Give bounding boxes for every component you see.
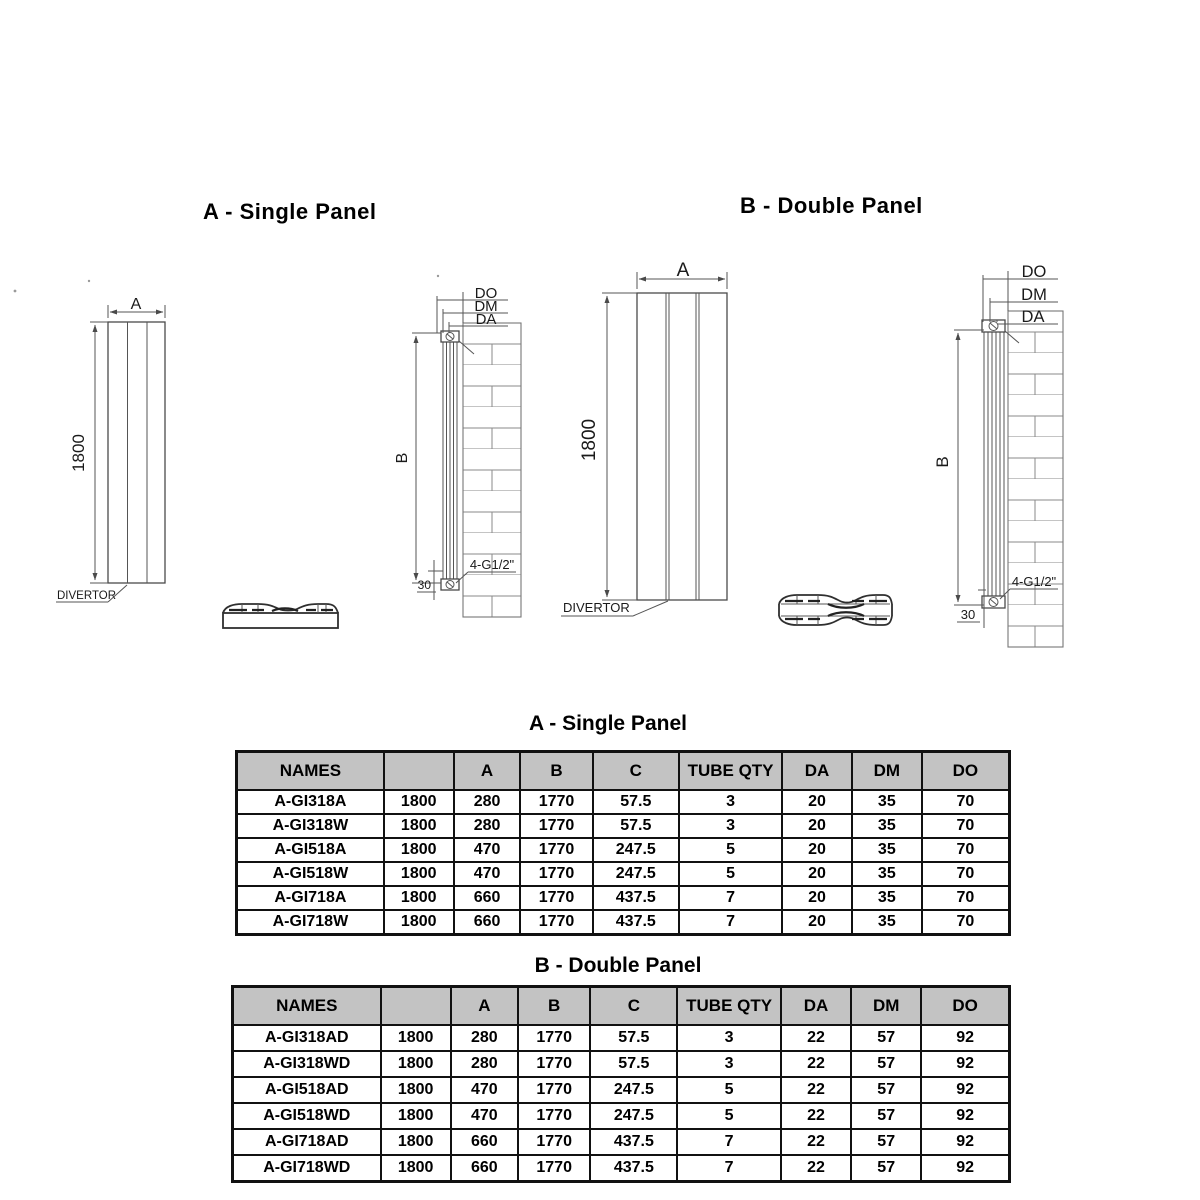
- spec-cell: 57.5: [590, 1025, 677, 1051]
- spec-cell: 1770: [520, 910, 592, 935]
- single-panel-spec-table: [235, 750, 1011, 936]
- spec-cell: 57: [851, 1051, 921, 1077]
- spec-cell: 3: [677, 1051, 781, 1077]
- spec-cell: 57.5: [593, 814, 679, 838]
- spec-cell: 5: [679, 862, 782, 886]
- spec-cell: 35: [852, 790, 922, 814]
- spec-row: [233, 1025, 1010, 1051]
- spec-cell: 437.5: [593, 886, 679, 910]
- spec-cell: 92: [921, 1155, 1009, 1182]
- column-header: C: [593, 752, 679, 791]
- spec-cell: 1800: [384, 838, 454, 862]
- spec-cell: 5: [677, 1103, 781, 1129]
- double-panel-front-view: [561, 260, 727, 616]
- spec-cell: 20: [782, 886, 852, 910]
- spec-cell: A-GI518A: [237, 838, 384, 862]
- spec-cell: 280: [451, 1025, 518, 1051]
- spec-cell: 1770: [520, 814, 592, 838]
- double-panel-cross-section: [779, 595, 892, 625]
- spec-cell: A-GI518AD: [233, 1077, 381, 1103]
- column-header: DO: [921, 987, 1009, 1026]
- column-header: B: [518, 987, 590, 1026]
- spec-cell: 1800: [381, 1155, 451, 1182]
- spec-cell: 660: [454, 910, 521, 935]
- double-side-dm-label: DM: [1021, 286, 1047, 304]
- spec-cell: A-GI718A: [237, 886, 384, 910]
- spec-cell: 437.5: [590, 1155, 677, 1182]
- spec-cell: 7: [677, 1129, 781, 1155]
- column-header: DA: [782, 752, 852, 791]
- double-side-do-label: DO: [1021, 263, 1047, 281]
- spec-cell: 57: [851, 1103, 921, 1129]
- spec-cell: 1800: [381, 1051, 451, 1077]
- spec-cell: 22: [781, 1129, 851, 1155]
- spec-cell: 660: [451, 1155, 518, 1182]
- spec-cell: 35: [852, 910, 922, 935]
- spec-cell: 70: [922, 790, 1010, 814]
- single-panel-heading: A - Single Panel: [203, 199, 377, 224]
- double-panel-table-title: B - Double Panel: [534, 954, 702, 977]
- spec-cell: 1800: [384, 886, 454, 910]
- spec-cell: 22: [781, 1051, 851, 1077]
- column-header: DO: [922, 752, 1010, 791]
- spec-cell: 20: [782, 910, 852, 935]
- single-front-height-label: 1800: [69, 434, 88, 472]
- spec-cell: 3: [677, 1025, 781, 1051]
- single-panel-cross-section: [223, 604, 338, 628]
- spec-cell: 70: [922, 838, 1010, 862]
- spec-cell: 92: [921, 1103, 1009, 1129]
- spec-cell: A-GI718WD: [233, 1155, 381, 1182]
- spec-cell: 22: [781, 1103, 851, 1129]
- spec-row: [233, 1103, 1010, 1129]
- column-header: NAMES: [237, 752, 384, 791]
- spec-cell: 1770: [518, 1155, 590, 1182]
- spec-cell: 57: [851, 1077, 921, 1103]
- spec-cell: A-GI518WD: [233, 1103, 381, 1129]
- spec-cell: 1800: [384, 814, 454, 838]
- spec-cell: 57: [851, 1025, 921, 1051]
- spec-row: [237, 814, 1010, 838]
- spec-cell: 35: [852, 862, 922, 886]
- single-side-dm-label: DM: [474, 298, 498, 315]
- spec-cell: 470: [454, 862, 521, 886]
- spec-cell: A-GI318WD: [233, 1051, 381, 1077]
- double-side-b-label: B: [933, 456, 952, 468]
- spec-row: [237, 862, 1010, 886]
- spec-cell: 437.5: [590, 1129, 677, 1155]
- spec-cell: A-GI518W: [237, 862, 384, 886]
- single-panel-header-row: [237, 752, 1010, 791]
- spec-row: [233, 1129, 1010, 1155]
- spec-cell: 437.5: [593, 910, 679, 935]
- spec-cell: 280: [451, 1051, 518, 1077]
- single-side-connection-label: 4-G1/2": [469, 557, 515, 572]
- spec-cell: 247.5: [590, 1077, 677, 1103]
- spec-cell: 3: [679, 814, 782, 838]
- spec-cell: 1770: [520, 790, 592, 814]
- column-header: NAMES: [233, 987, 381, 1026]
- single-panel-table-title: A - Single Panel: [529, 712, 687, 735]
- single-side-da-label: DA: [475, 311, 497, 328]
- spec-cell: 35: [852, 886, 922, 910]
- double-panel-side-view: [933, 263, 1063, 647]
- spec-cell: 1770: [520, 886, 592, 910]
- spec-cell: 92: [921, 1129, 1009, 1155]
- spec-cell: A-GI318W: [237, 814, 384, 838]
- spec-cell: 92: [921, 1077, 1009, 1103]
- spec-cell: 470: [451, 1077, 518, 1103]
- column-header: A: [451, 987, 518, 1026]
- spec-row: [237, 886, 1010, 910]
- spec-cell: 7: [679, 910, 782, 935]
- spec-cell: 92: [921, 1025, 1009, 1051]
- spec-cell: A-GI318A: [237, 790, 384, 814]
- single-front-width-label: A: [130, 296, 142, 313]
- spec-cell: 247.5: [593, 862, 679, 886]
- spec-row: [237, 910, 1010, 935]
- spec-cell: 470: [451, 1103, 518, 1129]
- spec-cell: 57.5: [593, 790, 679, 814]
- column-header: [381, 987, 451, 1026]
- spec-row: [237, 838, 1010, 862]
- column-header: DM: [851, 987, 921, 1026]
- spec-cell: 1800: [381, 1103, 451, 1129]
- spec-cell: 470: [454, 838, 521, 862]
- spec-cell: 1770: [518, 1025, 590, 1051]
- column-header: B: [520, 752, 592, 791]
- spec-cell: 20: [782, 838, 852, 862]
- spec-cell: 92: [921, 1051, 1009, 1077]
- spec-cell: 247.5: [590, 1103, 677, 1129]
- spec-cell: 3: [679, 790, 782, 814]
- single-panel-front-view: [56, 296, 165, 602]
- double-side-offset-label: 30: [960, 607, 976, 622]
- spec-cell: 57: [851, 1155, 921, 1182]
- double-front-width-label: A: [676, 260, 690, 281]
- double-front-height-label: 1800: [579, 418, 600, 462]
- column-header: C: [590, 987, 677, 1026]
- single-side-b-label: B: [394, 452, 411, 464]
- spec-cell: 1800: [381, 1129, 451, 1155]
- spec-cell: 70: [922, 910, 1010, 935]
- single-divertor-label: DIVERTOR: [57, 590, 117, 602]
- spec-cell: 280: [454, 814, 521, 838]
- spec-row: [237, 790, 1010, 814]
- spec-cell: 70: [922, 886, 1010, 910]
- spec-cell: 280: [454, 790, 521, 814]
- spec-cell: 5: [679, 838, 782, 862]
- spec-cell: 1770: [518, 1051, 590, 1077]
- single-side-offset-label: 30: [417, 578, 431, 592]
- spec-cell: 1800: [384, 790, 454, 814]
- spec-row: [233, 1155, 1010, 1182]
- single-panel-side-view: [394, 285, 521, 617]
- spec-cell: 70: [922, 862, 1010, 886]
- column-header: A: [454, 752, 521, 791]
- spec-cell: 22: [781, 1155, 851, 1182]
- spec-cell: 247.5: [593, 838, 679, 862]
- spec-cell: 1800: [381, 1025, 451, 1051]
- spec-cell: 660: [454, 886, 521, 910]
- spec-cell: 660: [451, 1129, 518, 1155]
- column-header: TUBE QTY: [677, 987, 781, 1026]
- spec-cell: 35: [852, 814, 922, 838]
- spec-cell: 1800: [381, 1077, 451, 1103]
- spec-cell: 7: [677, 1155, 781, 1182]
- spec-cell: 57: [851, 1129, 921, 1155]
- spec-cell: 1770: [520, 862, 592, 886]
- column-header: [384, 752, 454, 791]
- column-header: DA: [781, 987, 851, 1026]
- spec-cell: 5: [677, 1077, 781, 1103]
- double-panel-heading: B - Double Panel: [740, 193, 923, 218]
- spec-cell: 20: [782, 862, 852, 886]
- double-panel-spec-table: [231, 985, 1011, 1183]
- spec-cell: A-GI318AD: [233, 1025, 381, 1051]
- spec-cell: 22: [781, 1077, 851, 1103]
- spec-row: [233, 1077, 1010, 1103]
- spec-cell: 1800: [384, 862, 454, 886]
- column-header: TUBE QTY: [679, 752, 782, 791]
- double-side-connection-label: 4-G1/2": [1011, 574, 1057, 589]
- column-header: DM: [852, 752, 922, 791]
- spec-cell: 22: [781, 1025, 851, 1051]
- spec-cell: 35: [852, 838, 922, 862]
- spec-cell: 57.5: [590, 1051, 677, 1077]
- double-panel-header-row: [233, 987, 1010, 1026]
- double-side-da-label: DA: [1021, 308, 1045, 326]
- spec-cell: 7: [679, 886, 782, 910]
- spec-row: [233, 1051, 1010, 1077]
- spec-cell: 1770: [520, 838, 592, 862]
- spec-cell: 1800: [384, 910, 454, 935]
- spec-cell: 1770: [518, 1103, 590, 1129]
- spec-cell: A-GI718W: [237, 910, 384, 935]
- spec-cell: 1770: [518, 1077, 590, 1103]
- spec-cell: A-GI718AD: [233, 1129, 381, 1155]
- double-divertor-label: DIVERTOR: [563, 600, 630, 615]
- spec-cell: 20: [782, 790, 852, 814]
- single-side-do-label: DO: [474, 285, 498, 302]
- spec-cell: 70: [922, 814, 1010, 838]
- spec-cell: 20: [782, 814, 852, 838]
- spec-cell: 1770: [518, 1129, 590, 1155]
